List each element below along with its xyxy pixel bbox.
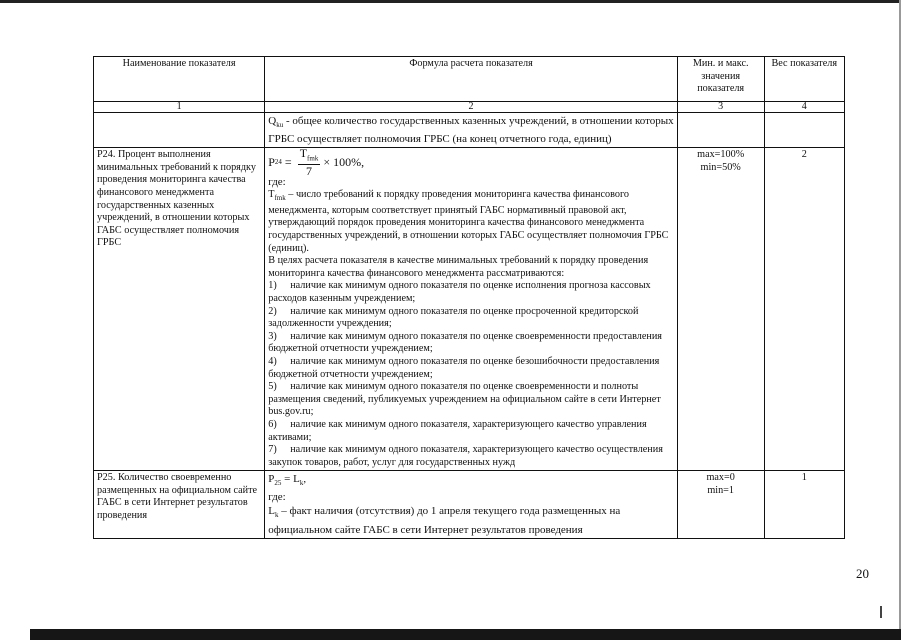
requirements-list [268,280,674,469]
max-value: max=100% [697,149,745,161]
column-number-row [94,102,845,113]
requirement-item [268,419,674,444]
column-number: 4 [764,102,845,113]
requirement-item [268,306,674,331]
weight-p24: 2 [764,148,845,471]
requirement-item [268,280,674,305]
requirement-item [268,381,674,419]
empty-cell [764,113,845,148]
weight-p25: 1 [764,471,845,538]
empty-cell [94,113,265,148]
t-definition: $T_{fmk}$ – число требований к порядку проведения мониторинга качества финансового менеджмента, которым соответствует принятый ГАБС нормативный правовой акт, утверждающий порядок проведения мониторинга качества финансового менеджмента государственных учреждений, в отношении которых ГАБС осуществляет полномочия ГРБС (единиц). [268,189,669,254]
requirement-item [268,444,674,469]
table-row-p25 [94,471,845,538]
requirement-number: 2) [268,305,277,317]
requirement-item [268,331,674,356]
requirement-number: 1) [268,280,277,292]
requirement-number: 6) [268,418,277,430]
requirement-text: наличие как минимум одного показателя по оценке безошибочности предоставления бюджетной отчетности учреждением; [268,355,660,380]
header-row [94,57,845,102]
requirement-item [268,356,674,381]
where-label: где: [268,491,286,504]
requirement-number: 7) [268,444,277,456]
page-number: 20 [856,566,869,581]
formula-fraction: $\frac{T_{fmk}}{7}$ [299,146,319,179]
formula-p25-equation: $P_{25} = L_k$, [268,473,307,488]
header-minmax: Мин. и макс. значения показателя [677,57,764,102]
minmax-p24 [677,148,764,471]
continuation-row [94,113,845,148]
min-value: min=1 [707,484,735,496]
column-number: 2 [265,102,678,113]
column-number: 3 [677,102,764,113]
requirement-text: наличие как минимум одного показателя по оценке просроченной кредиторской задолженности учреждения; [268,305,639,330]
where-label: где: [268,176,286,189]
requirement-text: наличие как минимум одного показателя, характеризующего качество управления активами; [268,418,647,443]
scan-top-edge [0,0,901,3]
requirement-text: наличие как минимум одного показателя по оценке своевременности и полноты размещения сведений, публикуемых учреждением на официальном сайте в сети Интернет bus.gov.ru; [268,381,661,418]
formula-p25 [265,471,678,538]
empty-cell [677,113,764,148]
requirement-text: наличие как минимум одного показателя по оценке своевременности предоставления бюджетной отчетности учреждением; [268,330,662,355]
l-definition: $L_k$ – факт наличия (отсутствия) до 1 апреля текущего года размещенных на официальном сайте ГАБС в сети Интернет результатов проведения [268,505,621,536]
requirement-number: 3) [268,330,277,342]
indicator-name-p24: Р24. Процент выполнения минимальных требований к порядку проведения мониторинга качества финансового менеджмента государственных казенных учреждений, в отношении которых ГАБС осуществляет полномочия ГРБС [94,148,265,471]
max-value: max=0 [706,472,735,484]
minmax-p25 [677,471,764,538]
requirement-text: наличие как минимум одного показателя, характеризующего качество осуществления закупок товаров, работ, услуг для государственных нужд [268,444,663,468]
scan-artifact-mark [880,606,882,618]
requirements-intro: В целях расчета показателя в качестве минимальных требований к порядку проведения мониторинга качества финансового менеджмента рассматриваются: [268,255,649,279]
requirement-number: 4) [268,355,277,367]
min-value: min=50% [700,161,741,173]
requirement-text: наличие как минимум одного показателя по оценке исполнения прогноза кассовых расходов казенным учреждением; [268,280,651,304]
column-number: 1 [94,102,265,113]
header-formula: Формула расчета показателя [265,57,678,102]
formula-p24-equation: P 24 = $\frac{T_{fmk}}{7}$ × 100%, [268,146,365,179]
requirement-number: 5) [268,381,277,393]
indicator-table [93,56,845,539]
header-weight: Вес показателя [764,57,845,102]
indicator-name-p25: Р25. Количество своевременно размещенных на официальном сайте ГАБС в сети Интернет результатов проведения [94,471,265,538]
scan-bottom-edge [30,629,901,640]
qku-definition: $Q_{ku}$ - общее количество государственных казенных учреждений, в отношении которых ГРБС осуществляет полномочия ГРБС (на конец отчетного года, единиц) [265,113,678,148]
header-indicator-name: Наименование показателя [94,57,265,102]
table-row-p24 [94,148,845,471]
formula-p24 [265,148,678,471]
